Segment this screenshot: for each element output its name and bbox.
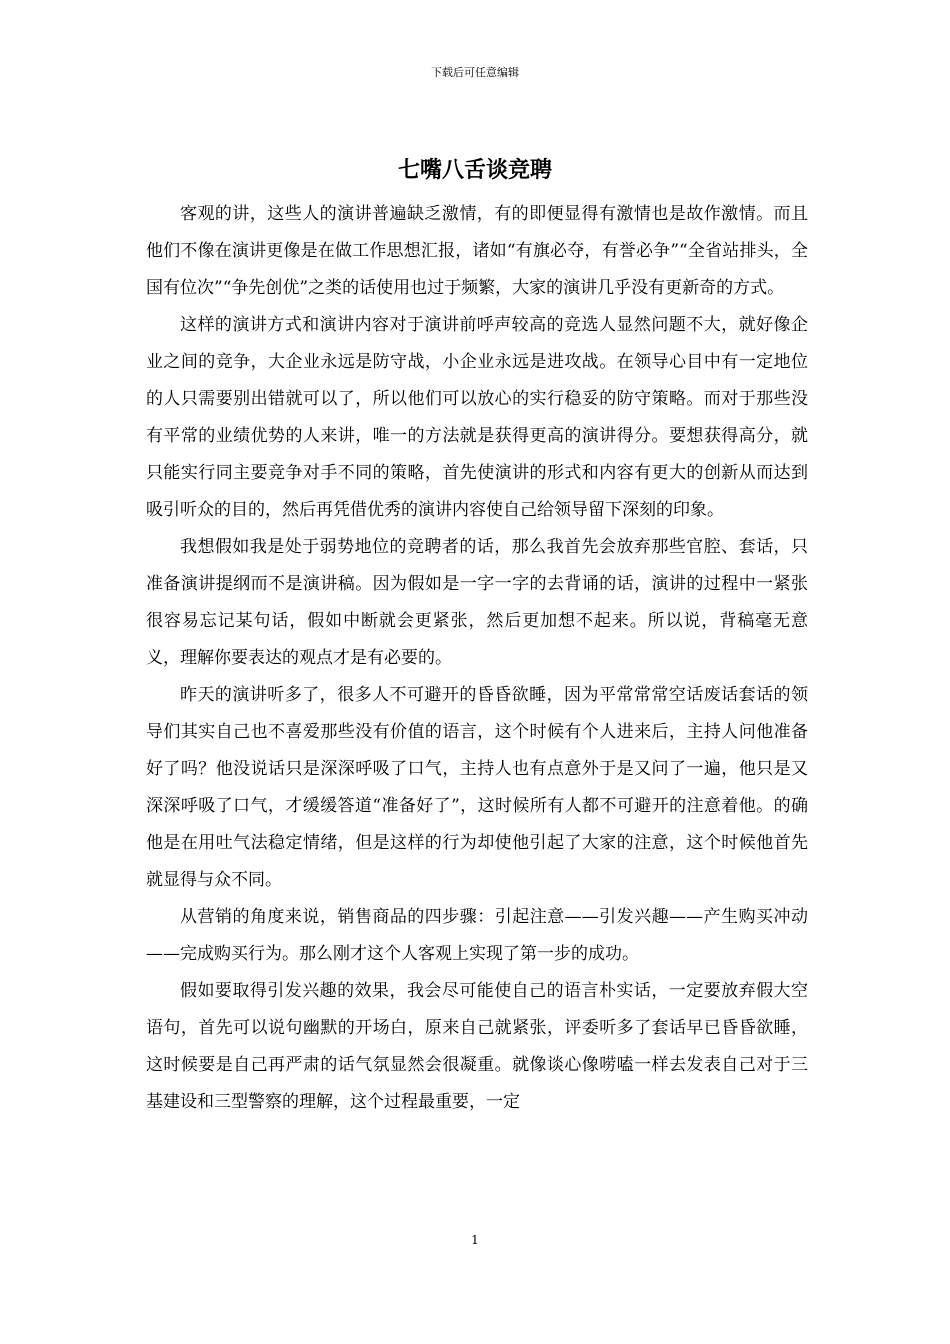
page-number: 1: [471, 1233, 479, 1247]
paragraph: 我想假如我是处于弱势地位的竞聘者的话，那么我首先会放弃那些官腔、套话，只准备演讲提纲而不是演讲稿。因为假如是一字一字的去背诵的话，演讲的过程中一紧张很容易忘记某句话，假如中断就会更紧张，然后更加想不起来。所以说，背稿毫无意义，理解你要表达的观点才是有必要的。: [146, 537, 808, 668]
paragraph: 这样的演讲方式和演讲内容对于演讲前呼声较高的竞选人显然问题不大，就好像企业之间的竞争，大企业永远是防守战，小企业永远是进攻战。在领导心目中有一定地位的人只需要别出错就可以了，所以他们可以放心的实行稳妥的防守策略。而对于那些没有平常的业绩优势的人来讲，唯一的方法就是获得更高的演讲得分。要想获得高分，就只能实行同主要竞争对手不同的策略，首先使演讲的形式和内容有更大的创新从而达到吸引听众的目的，然后再凭借优秀的演讲内容使自己给领导留下深刻的印象。: [146, 315, 808, 520]
paragraph: 从营销的角度来说，销售商品的四步骤：引起注意——引发兴趣——产生购买冲动——完成购买行为。那么刚才这个人客观上实现了第一步的成功。: [146, 907, 808, 964]
paragraph: 昨天的演讲听多了，很多人不可避开的昏昏欲睡，因为平常常常空话废话套话的领导们其实自己也不喜爱那些没有价值的语言，这个时候有个人进来后，主持人问他准备好了吗？他没说话只是深深呼吸了口气，主持人也有点意外于是又问了一遍，他只是又深深呼吸了口气，才缓缓答道“准备好了”，这时候所有人都不可避开的注意着他。的确他是在用吐气法稳定情绪，但是这样的行为却使他引起了大家的注意，这个时候他首先就显得与众不同。: [146, 685, 808, 890]
paragraph: 客观的讲，这些人的演讲普遍缺乏激情，有的即便显得有激情也是故作激情。而且他们不像在演讲更像是在做工作思想汇报，诸如“有旗必夺，有誉必争”“全省站排头，全国有位次”“争先创优”之类的话使用也过于频繁，大家的演讲几乎没有更新奇的方式。: [146, 204, 808, 298]
document-body: [146, 196, 808, 1121]
page-header: 下载后可任意编辑: [431, 66, 519, 79]
document-title: 七嘴八舌谈竞聘: [397, 157, 552, 183]
paragraph: 假如要取得引发兴趣的效果，我会尽可能使自己的语言朴实话，一定要放弃假大空语句，首先可以说句幽默的开场白，原来自己就紧张，评委听多了套话早已昏昏欲睡，这时候要是自己再严肃的话气氛显然会很凝重。就像谈心像唠嗑一样去发表自己对于三基建设和三型警察的理解，这个过程最重要，一定: [146, 981, 808, 1112]
